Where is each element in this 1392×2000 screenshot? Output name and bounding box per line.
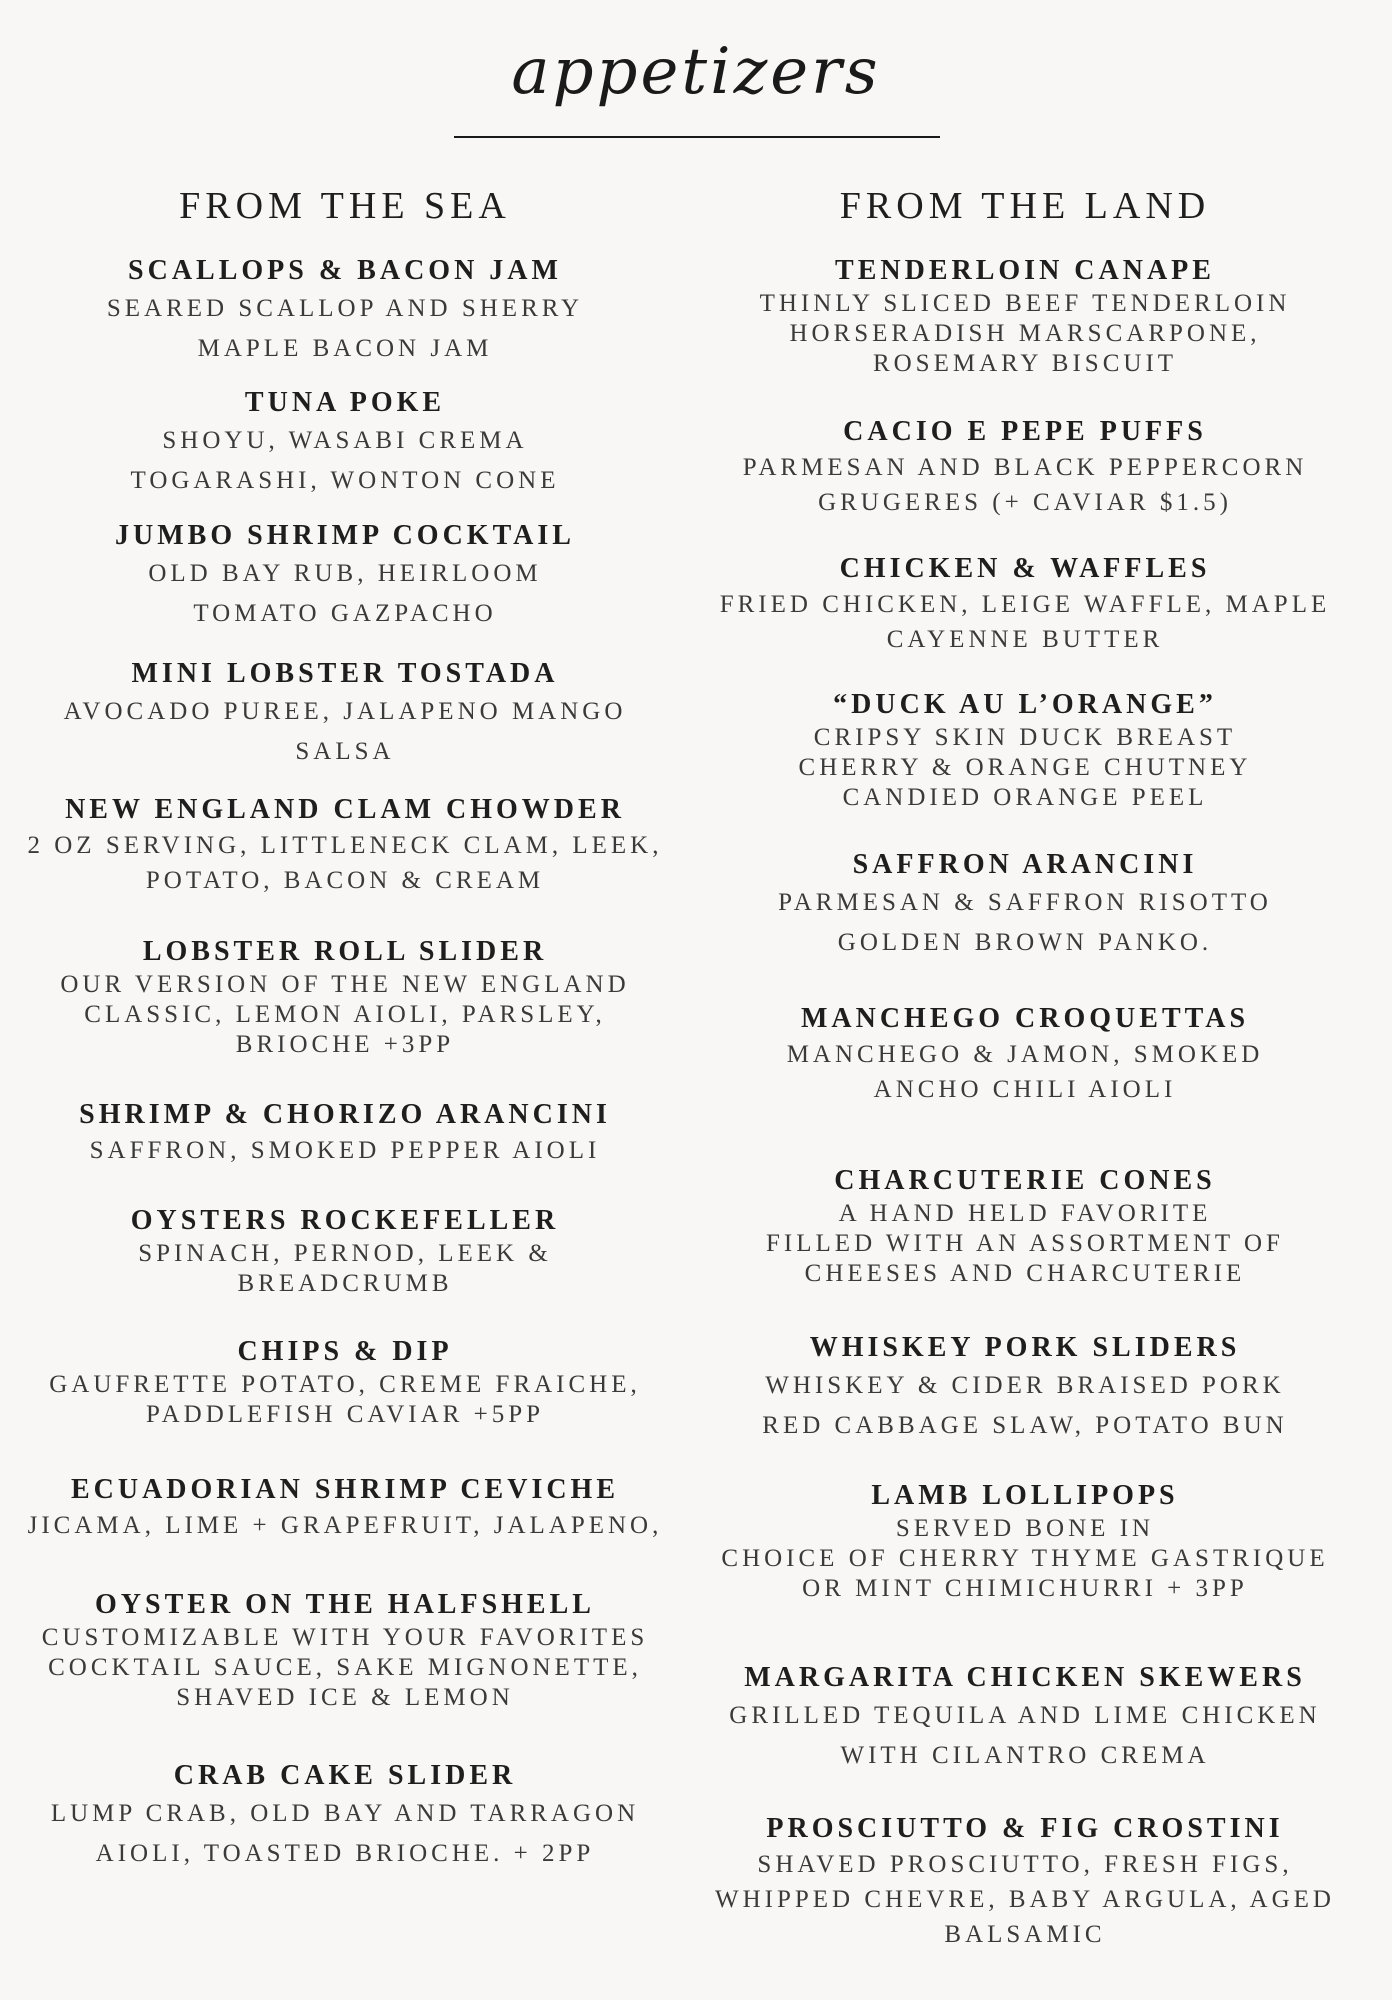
item-desc: CHEESES AND CHARCUTERIE <box>804 1260 1246 1287</box>
land-item-saffron-arancini <box>705 847 1345 963</box>
item-desc: SALSA <box>295 738 395 765</box>
item-desc: OR MINT CHIMICHURRI + 3PP <box>802 1575 1248 1602</box>
item-desc: AIOLI, TOASTED BRIOCHE. + 2PP <box>95 1840 595 1867</box>
sea-item-crab-cake <box>20 1758 670 1874</box>
item-desc: 2 OZ SERVING, LITTLENECK CLAM, LEEK, <box>27 832 663 859</box>
land-item-duck-orange <box>705 687 1345 813</box>
item-desc: ANCHO CHILI AIOLI <box>873 1076 1177 1103</box>
item-name: OYSTER ON THE HALFSHELL <box>95 1589 595 1620</box>
item-desc: OUR VERSION OF THE NEW ENGLAND <box>60 971 630 998</box>
item-name: “DUCK AU L’ORANGE” <box>833 689 1217 720</box>
item-desc: CRIPSY SKIN DUCK BREAST <box>813 724 1237 751</box>
item-desc: CUSTOMIZABLE WITH YOUR FAVORITES <box>41 1624 649 1651</box>
item-desc: MAPLE BACON JAM <box>197 335 493 362</box>
item-name: CRAB CAKE SLIDER <box>173 1760 517 1791</box>
land-item-prosciutto-fig <box>705 1811 1345 1952</box>
sea-item-scallops <box>20 253 670 369</box>
item-name: MANCHEGO CROQUETTAS <box>800 1003 1250 1034</box>
item-desc: TOGARASHI, WONTON CONE <box>130 467 560 494</box>
item-desc: AVOCADO PUREE, JALAPENO MANGO <box>63 698 627 725</box>
item-name: CHARCUTERIE CONES <box>834 1165 1216 1196</box>
item-name: LAMB LOLLIPOPS <box>871 1480 1179 1511</box>
item-desc: SHOYU, WASABI CREMA <box>162 427 528 454</box>
item-desc: SHAVED ICE & LEMON <box>176 1684 514 1711</box>
sea-item-lobster-tostada <box>20 656 670 772</box>
sea-item-chips-dip <box>20 1334 670 1430</box>
land-item-margarita-skewers <box>705 1660 1345 1776</box>
item-desc: POTATO, BACON & CREAM <box>145 867 545 894</box>
land-item-manchego <box>705 1001 1345 1107</box>
sea-item-shrimp-ceviche <box>20 1472 670 1543</box>
item-desc: THINLY SLICED BEEF TENDERLOIN <box>759 290 1291 317</box>
item-desc: CHOICE OF CHERRY THYME GASTRIQUE <box>721 1545 1329 1572</box>
land-item-cacio-pepe <box>705 414 1345 520</box>
item-name: TUNA POKE <box>244 387 446 418</box>
item-desc: FILLED WITH AN ASSORTMENT OF <box>766 1230 1284 1257</box>
land-item-tenderloin <box>705 253 1345 379</box>
item-desc: OLD BAY RUB, HEIRLOOM <box>148 560 542 587</box>
item-desc: CAYENNE BUTTER <box>886 626 1164 653</box>
item-name: LOBSTER ROLL SLIDER <box>142 936 548 967</box>
item-name: SAFFRON ARANCINI <box>852 849 1198 880</box>
item-desc: SPINACH, PERNOD, LEEK & <box>138 1240 552 1267</box>
item-desc: BRIOCHE +3PP <box>235 1031 455 1058</box>
item-desc: SHAVED PROSCIUTTO, FRESH FIGS, <box>757 1851 1293 1878</box>
item-desc: SEARED SCALLOP AND SHERRY <box>106 295 584 322</box>
item-name: CACIO E PEPE PUFFS <box>843 416 1207 447</box>
item-name: OYSTERS ROCKEFELLER <box>130 1205 560 1236</box>
sea-item-clam-chowder <box>20 792 670 898</box>
item-name: MINI LOBSTER TOSTADA <box>131 658 559 689</box>
item-desc: CANDIED ORANGE PEEL <box>842 784 1208 811</box>
item-desc: GOLDEN BROWN PANKO. <box>837 929 1213 956</box>
item-name: CHICKEN & WAFFLES <box>839 553 1211 584</box>
item-desc: JICAMA, LIME + GRAPEFRUIT, JALAPENO, <box>27 1512 663 1539</box>
item-desc: MANCHEGO & JAMON, SMOKED <box>786 1041 1264 1068</box>
sea-item-lobster-roll <box>20 934 670 1060</box>
menu-title: appetizers <box>511 35 881 109</box>
land-item-whiskey-pork <box>705 1330 1345 1446</box>
item-desc: FRIED CHICKEN, LEIGE WAFFLE, MAPLE <box>719 591 1331 618</box>
item-desc: BALSAMIC <box>944 1921 1106 1948</box>
sea-item-oysters-rockefeller <box>20 1203 670 1299</box>
item-desc: PARMESAN AND BLACK PEPPERCORN <box>742 454 1308 481</box>
land-item-lamb-lollipops <box>705 1478 1345 1604</box>
item-name: WHISKEY PORK SLIDERS <box>809 1332 1241 1363</box>
item-desc: SAFFRON, SMOKED PEPPER AIOLI <box>89 1137 601 1164</box>
item-name: SCALLOPS & BACON JAM <box>128 255 562 286</box>
item-name: JUMBO SHRIMP COCKTAIL <box>115 520 575 551</box>
item-desc: GRILLED TEQUILA AND LIME CHICKEN <box>729 1702 1321 1729</box>
item-desc: GAUFRETTE POTATO, CREME FRAICHE, <box>49 1371 641 1398</box>
item-desc: LUMP CRAB, OLD BAY AND TARRAGON <box>50 1800 640 1827</box>
item-name: PROSCIUTTO & FIG CROSTINI <box>766 1813 1284 1844</box>
item-desc: A HAND HELD FAVORITE <box>838 1200 1212 1227</box>
sea-item-chorizo-arancini <box>20 1097 670 1168</box>
item-name: TENDERLOIN CANAPE <box>835 255 1215 286</box>
item-desc: CLASSIC, LEMON AIOLI, PARSLEY, <box>84 1001 606 1028</box>
sea-item-oyster-halfshell <box>20 1587 670 1713</box>
item-desc: RED CABBAGE SLAW, POTATO BUN <box>762 1412 1288 1439</box>
item-name: CHIPS & DIP <box>237 1336 453 1367</box>
item-name: MARGARITA CHICKEN SKEWERS <box>744 1662 1306 1693</box>
item-desc: BREADCRUMB <box>237 1270 453 1297</box>
land-item-charcuterie-cones <box>705 1163 1345 1289</box>
item-name: NEW ENGLAND CLAM CHOWDER <box>65 794 625 825</box>
title-underline <box>454 136 940 138</box>
item-name: ECUADORIAN SHRIMP CEVICHE <box>70 1474 620 1505</box>
sea-heading: FROM THE SEA <box>179 185 511 227</box>
item-desc: WHIPPED CHEVRE, BABY ARGULA, AGED <box>715 1886 1335 1913</box>
sea-item-shrimp-cocktail <box>20 518 670 634</box>
item-desc: HORSERADISH MARSCARPONE, <box>789 320 1261 347</box>
item-desc: PARMESAN & SAFFRON RISOTTO <box>778 889 1272 916</box>
item-name: SHRIMP & CHORIZO ARANCINI <box>79 1099 611 1130</box>
item-desc: WITH CILANTRO CREMA <box>840 1742 1210 1769</box>
item-desc: COCKTAIL SAUCE, SAKE MIGNONETTE, <box>48 1654 642 1681</box>
item-desc: WHISKEY & CIDER BRAISED PORK <box>765 1372 1285 1399</box>
land-item-chicken-waffles <box>705 551 1345 657</box>
item-desc: PADDLEFISH CAVIAR +5PP <box>145 1401 545 1428</box>
item-desc: TOMATO GAZPACHO <box>193 600 497 627</box>
item-desc: SERVED BONE IN <box>895 1515 1155 1542</box>
sea-item-tuna-poke <box>20 385 670 501</box>
item-desc: GRUGERES (+ CAVIAR $1.5) <box>818 489 1232 516</box>
item-desc: CHERRY & ORANGE CHUTNEY <box>798 754 1252 781</box>
land-heading: FROM THE LAND <box>839 185 1211 227</box>
item-desc: ROSEMARY BISCUIT <box>872 350 1178 377</box>
